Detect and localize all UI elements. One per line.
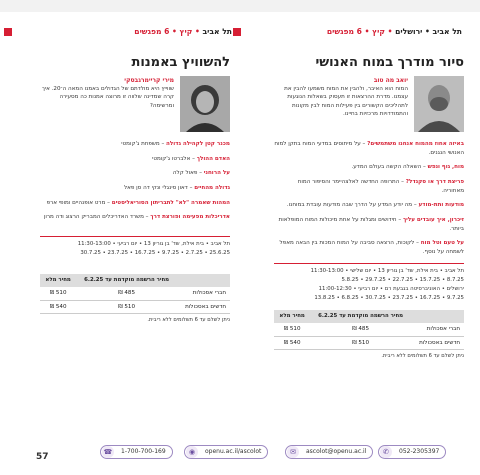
globe-icon: ◉ [186, 446, 198, 458]
email-link[interactable]: ✉ ascolot@openu.ac.il [285, 445, 373, 459]
table-row: חדשים באסכולות 510 ₪ 540 ₪ [274, 336, 464, 349]
course-description: שווייץ היא מולדתם של הגדולים באמנו המאה ה־20. איך קרה שמדינה שלווה זו מרוצה אמנות כה מסעירה ומרשימה? [41, 86, 174, 109]
table-row: חברי אסכולות 485 ₪ 510 ₪ [274, 323, 464, 336]
course-description: המוח הוא האיבר, ולהבין את המוח משמעו להבין את עצמנו. מדרת ההרצאות זו תעסוק בשאלות הנוגעות לתהליכים הקשורים בין פעילות המוח לבין מקונות והתמודדויות מרכזיות בחיינו. [284, 86, 408, 118]
course-title: סיור מודרך במוח האנושי [315, 55, 464, 70]
schedule-line: ירושלים • האוניברסיטה בגבעת רם • יום רביעי • 11:00-12:30 [318, 285, 464, 292]
session-list [274, 140, 464, 257]
full-price-header: מחיר מלא [40, 274, 76, 287]
session-item: מכנר קטן לקהילה גדולה – משפחת ג'קומטי [121, 141, 230, 147]
email-icon: ✉ [287, 446, 299, 458]
page-number: 57 [36, 452, 49, 462]
header-right-season: • קיץ • 6 מפגשים [326, 27, 393, 36]
payment-note: ניתן לשלם עד 6 תשלומים ללא ריבית. [381, 353, 464, 360]
course-brain [274, 55, 464, 361]
schedule [274, 263, 464, 304]
session-item: זיכרון, איך עובדים עליך – חידושים ומגלות על אחת מיכולות המוח המופלאות ביותר. [278, 216, 464, 232]
schedule-line: תל אביב • בית אילת, שד' בן גוריון 13 • יום רביעי • 11:30-13:00 [77, 240, 230, 247]
schedule-line: תל אביב • בית אילת, שד' בן גוריון 13 • יום שלישי • 11:30-13:00 [310, 267, 464, 274]
header-right-city: תל אביב • ירושלים [395, 27, 462, 36]
session-item: מודעות ותת-מודע – מה יודע המדע על הדרך שבה מודעות עובדת במוחנו. [286, 202, 464, 209]
lecturer-name: מירי קריימרגבסקי [124, 77, 174, 84]
schedule [40, 236, 230, 258]
lecturer-photo [414, 76, 464, 132]
session-item: באיזה אחוז מהמוח אנחנו משתמשים? – על מיתוסים במדעי המוח בתקן למוח האנושי הנגנים. [274, 141, 464, 156]
early-price-header: מחיר הרשמה מוקדמת עד 6.2.25 [310, 310, 411, 323]
session-item: האדם ההולך – אלברטו ג'קומטי [152, 155, 230, 162]
lecturer-photo [180, 76, 230, 132]
session-item: המהות שאמרה "לא" לתבריתון הסוריאליסטים – מרט אופנהיים ומופי ארפ [46, 199, 230, 206]
schedule-line: 25.6.25 • 2.7.25 • 9.7.25 • 16.7.25 • 23.7.25 • 30.7.25 [80, 250, 230, 257]
phone-icon: ☎ [103, 448, 113, 456]
session-list [40, 140, 230, 222]
course-swiss-art [40, 55, 230, 325]
header-marker-icon [4, 28, 12, 36]
top-color-bar [0, 0, 480, 14]
session-item: על הרוחני – פאול קלה [172, 170, 230, 177]
full-price-header: מחיר מלא [274, 310, 310, 323]
price-table [274, 310, 464, 350]
course-intro [40, 76, 230, 132]
price-table [40, 274, 230, 314]
header-left-city: תל אביב [202, 27, 232, 36]
website-link[interactable]: ◉ openu.ac.il/ascolot [184, 445, 268, 459]
early-price-header: מחיר הרשמה מוקדמת עד 6.2.25 [76, 274, 177, 287]
session-item: גדולה מהחיים – דאון סינגלי ונקי דה סן פאל [123, 184, 230, 191]
header-right [327, 27, 462, 36]
lecturer-name: יואב מה טוב [373, 77, 408, 84]
phone-contact[interactable]: ☎ 1-700-700-169 [100, 445, 173, 459]
schedule-line: 9.7.25 • 16.7.25 • 23.7.25 • 30.7.25 • 6.8.25 • 13.8.25 [314, 295, 464, 302]
session-item: אדריכלות מפעימה ופורצת דרך – משרד האדריכלים המבריק הרצוג ודה מרון [43, 214, 230, 221]
table-row: חדשים באסכולות 510 ₪ 540 ₪ [40, 300, 230, 313]
payment-note: ניתן לשלם עד 6 תשלומים ללא ריבית. [147, 317, 230, 324]
course-title: להשוויץ באמנות [131, 55, 230, 70]
session-item: פריצת דרך או סקנדל? – התרופה החדשה לאלצהיימר והסיפור המוח מאחוריה. [297, 178, 464, 194]
header-left [134, 27, 232, 36]
whatsapp-contact[interactable]: ✆ 052-2305397 [378, 445, 446, 459]
course-intro [274, 76, 464, 132]
header-left-season: • קיץ • 6 מפגשים [134, 27, 200, 36]
schedule-line: 8.7.25 • 15.7.25 • 22.7.25 • 29.7.25 • 5.8.25 [341, 276, 464, 283]
header-marker-icon [233, 28, 241, 36]
session-item: על טעם וטל מוח – לקוכות, הרצאה סביבה על המוח המכות בין הבאה מאפל לשמחה על נוסף. [279, 240, 464, 255]
session-item: מוח, גוף ונפש – השאלה הקשה בעולם המדע. [351, 164, 464, 171]
table-row: חברי אסכולות 485 ₪ 510 ₪ [40, 287, 230, 300]
whatsapp-icon: ✆ [380, 446, 392, 458]
